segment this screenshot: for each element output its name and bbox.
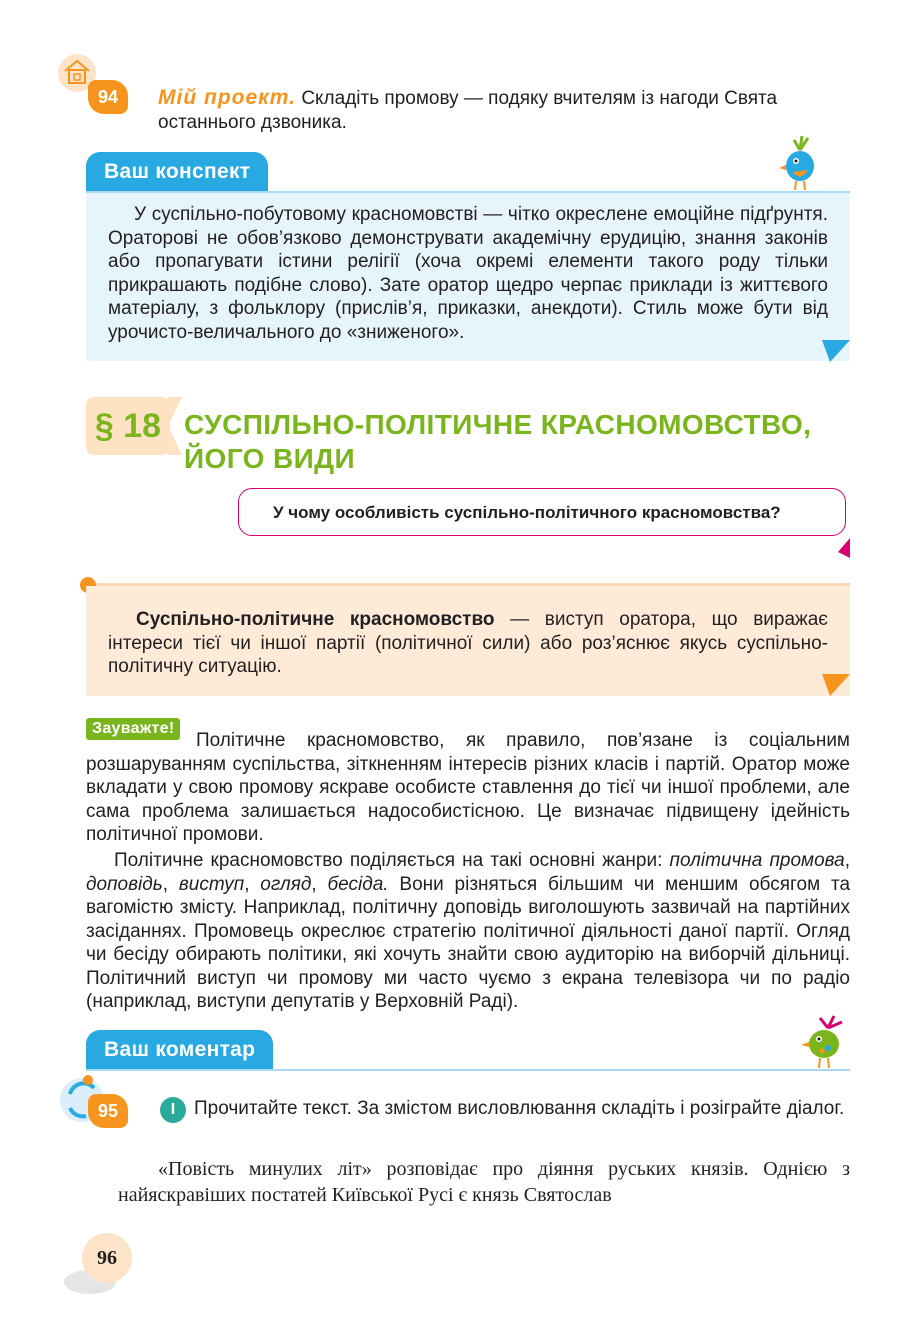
task-number-badge: 95 <box>88 1094 128 1128</box>
section-number-badge: § 18 <box>86 397 170 455</box>
task-number-badge: 94 <box>88 80 128 114</box>
task-94-text <box>158 86 850 134</box>
genres-rest: Вони різняться більшим чи меншим обсягом та вагомістю змісту. Наприклад, політичну доповідь виголошують зазвичай на партійних засіданнях. Промовець окреслює стратегію політичної діяльності даної партії. Огляд чи бесіду обирають політики, які хочуть знайти свою аудиторію на виборчій дільниці. Політичний виступ чи промову ми часто чуємо з екрана телевізора чи по радіо (наприклад, виступи депутатів у Верховній Раді). <box>86 873 851 1012</box>
bird-icon <box>778 134 822 192</box>
task-95-text: Прочитайте текст. За змістом висловлювання складіть і розіграйте діалог. <box>194 1098 845 1119</box>
konspekt-text: У суспільно-побутовому красномовстві — чітко окреслене емоційне підґрунтя. Ораторові не обов’язково демонструвати академічну ерудицію, знання законів або пропагувати істини релігії (хоча окремі елементи такого роду тільки прикрашають подібне слово). Зате оратор щедро черпає приклади із життєвого матеріалу, з фольклору (прислів’я, приказки, анекдоти). Стиль може бути від урочисто-величального до «зниженого». <box>108 204 828 343</box>
genre-5: бесіда. <box>327 873 389 895</box>
definition-body: — виступ оратора, що виражає інтереси тієї чи іншої партії (політичної сили) або роз’яснює якусь суспільно-політичну ситуацію. <box>108 609 829 677</box>
task-94-instruction: Складіть промову — подяку вчителям із нагоди Свята останнього дзвоника. <box>158 88 778 133</box>
key-question: У чому особливість суспільно-політичного красномовства? <box>238 488 846 536</box>
note-badge: Зауважте! <box>86 718 180 740</box>
genre-1: політична промова <box>669 850 845 871</box>
project-label: Мій проект. <box>158 86 297 109</box>
task-level-marker: І <box>160 1097 186 1123</box>
genres-paragraph <box>86 849 850 1014</box>
section-title-line-2: ЙОГО ВИДИ <box>184 443 355 474</box>
definition-corner-icon <box>820 672 850 696</box>
definition-text <box>108 608 828 679</box>
comma: , <box>844 850 850 871</box>
comma: , <box>311 873 328 895</box>
corner-triangle-icon <box>820 338 850 362</box>
konspekt-tab: Ваш конспект <box>86 152 268 192</box>
section-badge-arrow <box>168 397 182 455</box>
genres-intro: Політичне красномовство поділяється на такі основні жанри: <box>114 850 670 871</box>
komentar-tab: Ваш коментар <box>86 1030 273 1070</box>
page-number: 96 <box>82 1233 132 1283</box>
bird-icon <box>798 1014 848 1070</box>
genre-3: виступ <box>178 873 245 895</box>
genre-2: доповідь <box>86 873 163 895</box>
definition-term: Суспільно-політичне красномовство <box>136 609 495 630</box>
reading-text: «Повість минулих літ» розповідає про діяння руських князів. Однією з найяскравіших постатей Київської Русі є князь Святослав <box>118 1158 850 1206</box>
komentar-rule <box>86 1069 850 1071</box>
comma: , <box>162 873 179 895</box>
section-title-line-1: СУСПІЛЬНО-ПОЛІТИЧНЕ КРАСНОМОВСТВО, <box>184 409 812 440</box>
comma: , <box>244 873 261 895</box>
note-text: Політичне красномовство, як правило, пов’язане із соціальним розшаруванням суспільства, зіткненням інтересів різних класів і партій. Оратор може вкладати у свою промову яскраве особисте ставлення до тієї чи іншої проблеми, але сама проблема залишається надособистісною. Це визначає підвищену ідейність політичної промови. <box>86 730 850 845</box>
question-corner-icon <box>836 538 850 558</box>
genre-4: огляд <box>260 873 312 895</box>
